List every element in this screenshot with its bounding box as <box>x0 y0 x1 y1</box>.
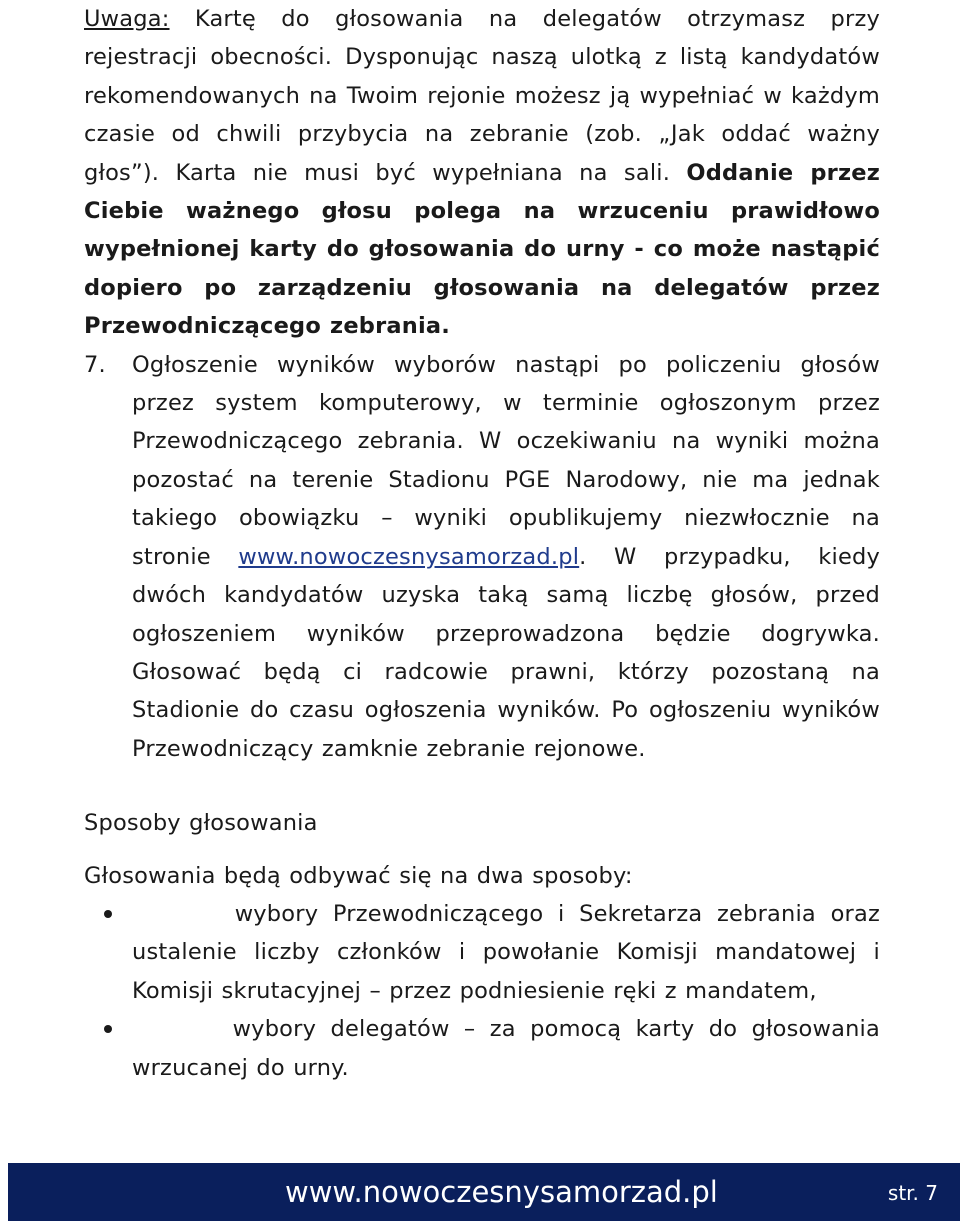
note-label: Uwaga: <box>84 6 170 32</box>
list-item <box>84 1010 880 1087</box>
section-heading <box>84 804 880 842</box>
section-subheading <box>84 857 880 895</box>
item-7-text-continued: . W przypadku, kiedy dwóch kandydatów uzyska taką samą liczbę głosów, przed ogłoszeniem wyników przeprowadzona będzie dogrywka. Głosować będą ci radcowie prawni, którzy pozostaną na Stadionie do czasu ogłoszenia wyników. Po ogłoszeniu wyników Przewodniczący zamknie zebranie rejonowe. <box>132 543 880 762</box>
item-7-text: Ogłoszenie wyników wyborów nastąpi po policzeniu głosów przez system komputerowy, w terminie ogłoszonym przez Przewodniczącego zebrania. W oczekiwaniu na wyniki można pozostać na terenie Stadionu PGE Narodowy, nie ma jednak takiego obowiązku – wyniki opublikujemy niezwłocznie na stronie <box>132 351 880 570</box>
bullet-icon <box>104 1025 112 1033</box>
list-item-text: wybory delegatów – za pomocą karty do głosowania wrzucanej do urny. <box>132 1016 880 1081</box>
voting-methods-list <box>84 895 880 1087</box>
note-text: Kartę do głosowania na delegatów otrzymasz przy rejestracji obecności. Dysponując naszą ulotką z listą kandydatów rekomendowanych na Twoim rejonie możesz ją wypełniać w każdym czasie od chwili przybycia na zebranie (zob. „Jak oddać ważny głos”). Karta nie musi być wypełniana na sali. <box>84 6 880 186</box>
document-body <box>84 0 880 1087</box>
footer-url: www.nowoczesnysamorzad.pl <box>285 1175 718 1209</box>
list-item-text: wybory Przewodniczącego i Sekretarza zebrania oraz ustalenie liczby członków i powołanie Komisji mandatowej i Komisji skrutacyjnej – przez podniesienie ręki z mandatem, <box>132 900 880 1004</box>
bullet-icon <box>104 910 112 918</box>
page-number: str. 7 <box>887 1181 938 1205</box>
numbered-item-7 <box>84 346 880 768</box>
page-footer <box>8 1163 960 1221</box>
note-paragraph <box>84 0 880 346</box>
section-heading-text: Sposoby głosowania <box>84 810 318 837</box>
website-link[interactable]: www.nowoczesnysamorzad.pl <box>238 543 580 570</box>
list-item <box>84 895 880 1010</box>
section-subheading-text: Głosowania będą odbywać się na dwa sposoby: <box>84 862 633 889</box>
note-bold-text: Oddanie przez Ciebie ważnego głosu polega na wrzuceniu prawidłowo wypełnionej karty do głosowania do urny - co może nastąpić dopiero po zarządzeniu głosowania na delegatów przez Przewodniczącego zebrania. <box>84 159 880 340</box>
item-number: 7. <box>84 351 106 378</box>
